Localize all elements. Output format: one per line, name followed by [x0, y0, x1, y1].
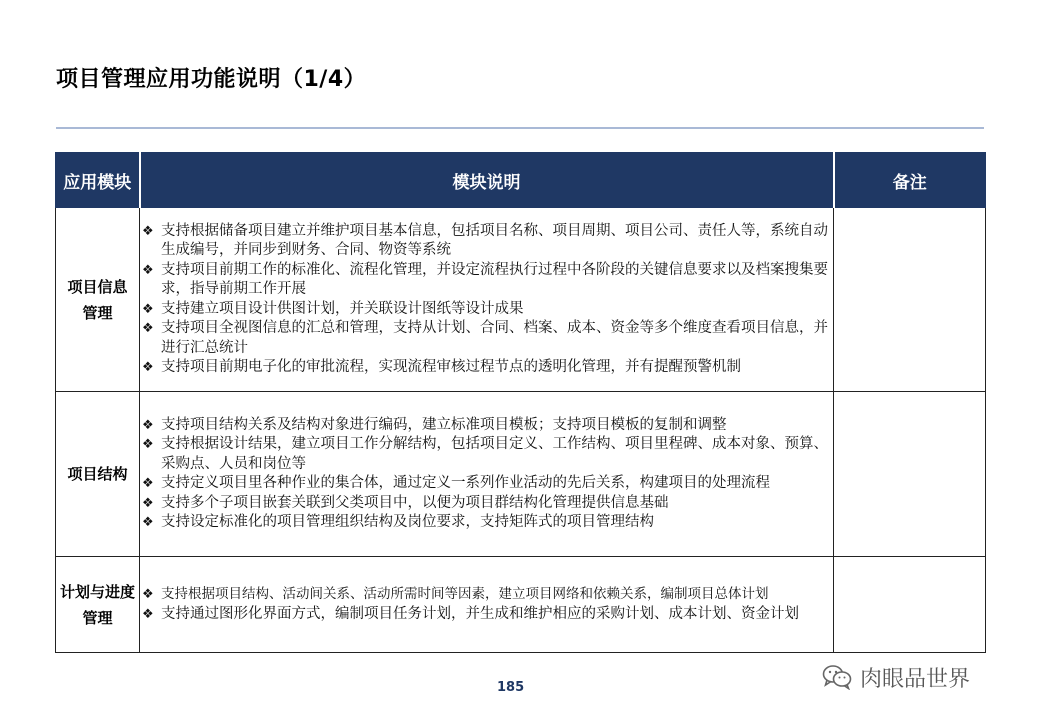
diamond-bullet-icon: ❖ [142, 360, 154, 375]
header-note: 备注 [834, 153, 986, 208]
watermark-text: 肉眼品世界 [860, 666, 971, 692]
note-cell [834, 208, 986, 392]
diamond-bullet-icon: ❖ [142, 515, 154, 530]
list-item: ❖ 支持项目前期工作的标准化、流程化管理，并设定流程执行过程中各阶段的关键信息要求以及档案搜集要求，指导前期工作开展 [142, 261, 828, 297]
description-cell [140, 557, 834, 653]
diamond-bullet-icon: ❖ [142, 476, 154, 491]
description-cell [140, 392, 834, 557]
list-item: ❖ 支持根据项目结构、活动间关系、活动所需时间等因素，建立项目网络和依赖关系，编制项目总体计划 [140, 585, 833, 605]
list-item: ❖ 支持项目全视图信息的汇总和管理，支持从计划、合同、档案、成本、资金等多个维度查看项目信息，并进行汇总统计 [142, 320, 828, 356]
diamond-bullet-icon: ❖ [142, 495, 154, 511]
description-cell [140, 208, 834, 392]
header-description: 模块说明 [140, 153, 834, 208]
list-item: ❖ 支持根据设计结果，建立项目工作分解结构，包括项目定义、工作结构、项目里程碑、成本对象、预算、采购点、人员和岗位等 [142, 436, 828, 472]
list-item: ❖ 支持通过图形化界面方式，编制项目任务计划，并生成和维护相应的采购计划、成本计划、资金计划 [140, 605, 833, 625]
page-number: 185 [497, 680, 525, 695]
wechat-icon [822, 664, 852, 690]
title-divider [56, 127, 984, 129]
list-item: ❖ 支持建立项目设计供图计划，并关联设计图纸等设计成果 [140, 300, 833, 320]
diamond-bullet-icon: ❖ [142, 301, 154, 317]
table-row [56, 557, 986, 653]
diamond-bullet-icon: ❖ [142, 223, 154, 239]
module-name-line: 管理 [82, 608, 113, 627]
table-row [56, 208, 986, 392]
page-title: 项目管理应用功能说明（1/4） [56, 67, 367, 92]
header-module: 应用模块 [56, 153, 140, 208]
table-header-row [56, 153, 986, 208]
module-cell [56, 557, 140, 653]
list-item: ❖ 支持项目前期电子化的审批流程，实现流程审核过程节点的透明化管理，并有提醒预警机制 [140, 358, 833, 378]
list-item: ❖ 支持多个子项目嵌套关联到父类项目中，以便为项目群结构化管理提供信息基础 [140, 494, 833, 514]
watermark [822, 660, 970, 694]
module-cell [56, 392, 140, 557]
note-cell [834, 557, 986, 653]
diamond-bullet-icon: ❖ [142, 262, 154, 278]
diamond-bullet-icon: ❖ [142, 321, 154, 336]
diamond-bullet-icon: ❖ [142, 606, 154, 622]
module-name-line: 项目信息 [67, 277, 128, 296]
module-cell [56, 208, 140, 392]
list-item: ❖ 支持项目结构关系及结构对象进行编码，建立标准项目模板；支持项目模板的复制和调整 [140, 416, 833, 436]
diamond-bullet-icon: ❖ [142, 437, 154, 452]
function-table [55, 152, 986, 653]
list-item: ❖ 支持设定标准化的项目管理组织结构及岗位要求，支持矩阵式的项目管理结构 [140, 513, 833, 533]
list-item: ❖ 支持定义项目里各种作业的集合体，通过定义一系列作业活动的先后关系，构建项目的处理流程 [140, 474, 833, 494]
table-row [56, 392, 986, 557]
diamond-bullet-icon: ❖ [142, 587, 154, 602]
module-name-line: 项目结构 [67, 465, 128, 483]
list-item: ❖ 支持根据储备项目建立并维护项目基本信息，包括项目名称、项目周期、项目公司、责任人等，系统自动生成编号，并同步到财务、合同、物资等系统 [142, 222, 828, 258]
diamond-bullet-icon: ❖ [142, 417, 154, 433]
module-name-line: 管理 [82, 303, 113, 322]
note-cell [834, 392, 986, 557]
module-name-line: 计划与进度 [59, 582, 135, 601]
